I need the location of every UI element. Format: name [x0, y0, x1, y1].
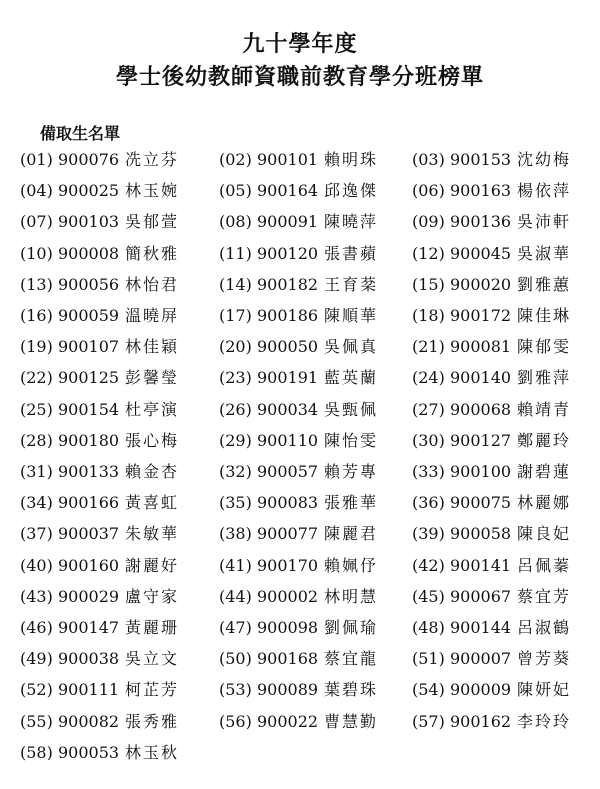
list-item: [20, 181, 179, 201]
entry-number: (31): [20, 462, 53, 481]
entry-name: 朱敏華: [125, 524, 180, 544]
entry-number: (35): [219, 493, 252, 513]
entry-id: 900059: [58, 306, 120, 325]
list-item: [412, 587, 571, 607]
entry-number: (32): [219, 462, 252, 481]
entry-number: (34): [20, 493, 53, 513]
entry-name: 陳妍妃: [517, 680, 572, 700]
entry-id: 900058: [450, 524, 512, 544]
entry-number: (51): [412, 649, 445, 669]
entry-id: 900022: [257, 711, 319, 731]
entry-name: 杜亭演: [125, 399, 180, 419]
entry-id: 900191: [257, 368, 319, 388]
entry-id: 900020: [450, 274, 512, 294]
list-item: [20, 244, 179, 264]
entry-name: 吳郁萱: [125, 212, 180, 232]
entry-name: 劉雅蕙: [517, 274, 572, 294]
entry-number: (40): [20, 555, 53, 575]
entry-number: (09): [412, 212, 445, 232]
list-item: [219, 712, 378, 732]
list-item: [412, 212, 571, 232]
entry-id: 900136: [450, 212, 512, 232]
entry-name: 賴靖青: [517, 399, 572, 419]
entry-number: (10): [20, 243, 53, 263]
entry-name: 呂淑鶴: [517, 618, 572, 637]
entry-name: 林佳穎: [125, 337, 180, 357]
list-item: [412, 493, 571, 513]
entry-number: (12): [412, 243, 445, 263]
entry-name: 曹慧勤: [324, 711, 379, 731]
entry-number: (17): [219, 306, 252, 325]
list-item: [20, 556, 179, 576]
entry-name: 林怡君: [125, 274, 180, 294]
entry-number: (29): [219, 430, 252, 450]
entry-name: 王育棻: [324, 274, 379, 294]
entry-id: 900025: [58, 181, 120, 201]
entry-id: 900107: [58, 337, 120, 357]
entry-id: 900098: [257, 618, 319, 637]
entry-name: 吳佩真: [324, 337, 379, 357]
list-item: [20, 431, 179, 451]
entry-id: 900077: [257, 524, 319, 544]
entry-name: 吳立文: [125, 649, 180, 669]
list-item: [412, 244, 571, 264]
entry-name: 陳麗君: [324, 524, 379, 544]
entry-name: 邱逸傑: [324, 181, 379, 201]
entry-id: 900168: [257, 649, 319, 669]
entry-name: 鄭麗玲: [517, 430, 572, 450]
list-item: [219, 400, 378, 420]
entry-name: 謝碧蓮: [517, 462, 572, 481]
entry-id: 900053: [58, 742, 120, 762]
list-item: [20, 212, 179, 232]
entry-id: 900089: [257, 680, 319, 700]
list-item: [412, 680, 571, 700]
entry-number: (46): [20, 618, 53, 637]
list-item: [219, 244, 378, 264]
entry-id: 900100: [450, 462, 512, 481]
list-item: [20, 275, 179, 295]
entry-id: 900166: [58, 493, 120, 513]
list-item: [20, 680, 179, 700]
entry-id: 900101: [257, 150, 319, 169]
entry-number: (20): [219, 337, 252, 357]
list-item: [412, 368, 571, 388]
list-item: [219, 587, 378, 607]
list-item: [219, 181, 378, 201]
entry-id: 900038: [58, 649, 120, 669]
entry-name: 劉佩瑜: [324, 618, 379, 637]
entry-name: 吳沛軒: [517, 212, 572, 232]
entry-number: (47): [219, 618, 252, 637]
entry-number: (38): [219, 524, 252, 544]
list-item: [219, 556, 378, 576]
entry-id: 900056: [58, 274, 120, 294]
entry-name: 林玉婉: [125, 181, 180, 201]
entry-number: (27): [412, 399, 445, 419]
entry-number: (36): [412, 493, 445, 513]
entry-name: 吳甄佩: [324, 399, 379, 419]
entry-id: 900110: [257, 430, 319, 450]
entry-number: (42): [412, 555, 445, 575]
list-item: [20, 493, 179, 513]
entry-id: 900154: [58, 399, 120, 419]
page-title: 九十學年度: [242, 31, 358, 57]
entry-id: 900180: [58, 430, 120, 450]
entry-id: 900007: [450, 649, 512, 669]
list-item: [219, 368, 378, 388]
list-item: [20, 649, 179, 669]
entry-number: (41): [219, 555, 252, 575]
entry-name: 沈幼梅: [517, 150, 572, 169]
list-item: [412, 306, 571, 326]
list-item: [219, 680, 378, 700]
entry-number: (11): [219, 243, 252, 263]
entry-name: 楊依萍: [517, 181, 572, 201]
entry-number: (04): [20, 181, 53, 201]
entry-number: (57): [412, 711, 445, 731]
list-item: [219, 306, 378, 326]
entry-id: 900111: [58, 680, 120, 700]
entry-id: 900045: [450, 243, 512, 263]
entry-number: (13): [20, 274, 53, 294]
entry-name: 陳佳琳: [517, 306, 572, 325]
entry-name: 林麗娜: [517, 493, 572, 513]
entry-name: 黃喜虹: [125, 493, 180, 513]
entry-number: (05): [219, 181, 252, 201]
entry-id: 900002: [257, 586, 319, 606]
entry-id: 900163: [450, 181, 512, 201]
entry-name: 劉雅萍: [517, 368, 572, 388]
entry-number: (33): [412, 462, 445, 481]
entry-id: 900125: [58, 368, 120, 388]
entry-id: 900068: [450, 399, 512, 419]
entry-name: 黃麗珊: [125, 618, 180, 637]
list-item: [20, 150, 179, 170]
entry-id: 900140: [450, 368, 512, 388]
list-item: [219, 649, 378, 669]
entry-number: (56): [219, 711, 252, 731]
entry-name: 李玲玲: [517, 711, 572, 731]
entry-name: 張秀雅: [125, 711, 180, 731]
entry-id: 900164: [257, 181, 319, 201]
entry-name: 賴芳專: [324, 462, 379, 481]
entry-id: 900120: [257, 243, 319, 263]
list-item: [20, 462, 179, 482]
entry-name: 冼立芬: [125, 150, 180, 169]
list-item: [412, 150, 571, 170]
list-item: [219, 150, 378, 170]
entry-name: 蔡宜芳: [517, 586, 572, 606]
entry-number: (44): [219, 586, 252, 606]
entry-number: (52): [20, 680, 53, 700]
section-label: 備取生名單: [40, 124, 121, 143]
page-subtitle: 學士後幼教師資職前教育學分班榜單: [115, 64, 484, 90]
list-item: [20, 337, 179, 357]
entry-name: 陳曉萍: [324, 212, 379, 232]
entry-id: 900082: [58, 711, 120, 731]
list-item: [20, 743, 179, 763]
entry-id: 900008: [58, 243, 120, 263]
entry-name: 林明慧: [324, 586, 379, 606]
entry-number: (03): [412, 150, 445, 169]
entry-number: (15): [412, 274, 445, 294]
entry-number: (16): [20, 306, 53, 325]
entry-id: 900182: [257, 274, 319, 294]
entry-number: (08): [219, 212, 252, 232]
entry-number: (02): [219, 150, 252, 169]
entry-id: 900153: [450, 150, 512, 169]
list-item: [20, 368, 179, 388]
entry-name: 張雅華: [324, 493, 379, 513]
entry-id: 900162: [450, 711, 512, 731]
entry-id: 900186: [257, 306, 319, 325]
list-item: [412, 337, 571, 357]
entry-name: 張書蘋: [324, 243, 379, 263]
entry-name: 張心梅: [125, 430, 180, 450]
entry-id: 900034: [257, 399, 319, 419]
list-item: [20, 618, 179, 638]
list-item: [20, 306, 179, 326]
entry-number: (24): [412, 368, 445, 388]
list-item: [412, 712, 571, 732]
entry-number: (23): [219, 368, 252, 388]
entry-id: 900103: [58, 212, 120, 232]
list-item: [412, 275, 571, 295]
entry-number: (22): [20, 368, 53, 388]
entry-id: 900091: [257, 212, 319, 232]
entry-name: 陳怡雯: [324, 430, 379, 450]
entry-name: 呂佩蓁: [517, 555, 572, 575]
entry-name: 藍英蘭: [324, 368, 379, 388]
entry-name: 吳淑華: [517, 243, 572, 263]
entry-id: 900083: [257, 493, 319, 513]
entry-number: (53): [219, 680, 252, 700]
entry-id: 900067: [450, 586, 512, 606]
entry-name: 盧守家: [125, 586, 180, 606]
entry-number: (55): [20, 711, 53, 731]
list-item: [20, 400, 179, 420]
entry-number: (25): [20, 399, 53, 419]
entry-name: 葉碧珠: [324, 680, 379, 700]
entry-id: 900160: [58, 555, 120, 575]
list-item: [219, 462, 378, 482]
entry-id: 900141: [450, 555, 512, 575]
entry-name: 林玉秋: [125, 742, 180, 762]
list-item: [219, 337, 378, 357]
entry-id: 900133: [58, 462, 120, 481]
list-item: [412, 181, 571, 201]
entry-number: (50): [219, 649, 252, 669]
list-item: [412, 524, 571, 544]
list-item: [20, 587, 179, 607]
entry-id: 900075: [450, 493, 512, 513]
entry-id: 900127: [450, 430, 512, 450]
entry-number: (14): [219, 274, 252, 294]
entry-id: 900076: [58, 150, 120, 169]
list-item: [412, 649, 571, 669]
entry-number: (58): [20, 742, 53, 762]
list-item: [412, 462, 571, 482]
entry-number: (21): [412, 337, 445, 357]
entry-number: (01): [20, 150, 53, 169]
list-item: [412, 618, 571, 638]
list-item: [219, 431, 378, 451]
entry-name: 賴金杏: [125, 462, 180, 481]
entry-number: (39): [412, 524, 445, 544]
entry-number: (37): [20, 524, 53, 544]
list-item: [20, 524, 179, 544]
entry-number: (45): [412, 586, 445, 606]
entry-name: 蔡宜龍: [324, 649, 379, 669]
list-item: [219, 275, 378, 295]
entry-id: 900037: [58, 524, 120, 544]
entry-name: 簡秋雅: [125, 243, 180, 263]
entry-id: 900050: [257, 337, 319, 357]
entry-number: (19): [20, 337, 53, 357]
entry-number: (07): [20, 212, 53, 232]
entry-name: 陳郁雯: [517, 337, 572, 357]
entry-number: (28): [20, 430, 53, 450]
entry-number: (18): [412, 306, 445, 325]
entry-id: 900009: [450, 680, 512, 700]
list-item: [219, 493, 378, 513]
list-item: [219, 212, 378, 232]
entry-id: 900147: [58, 618, 120, 637]
list-item: [219, 524, 378, 544]
entry-name: 曾芳葵: [517, 649, 572, 669]
entry-name: 彭馨瑩: [125, 368, 180, 388]
list-item: [20, 712, 179, 732]
entry-number: (06): [412, 181, 445, 201]
entry-id: 900170: [257, 555, 319, 575]
entry-id: 900081: [450, 337, 512, 357]
list-item: [412, 431, 571, 451]
entry-number: (49): [20, 649, 53, 669]
entry-id: 900144: [450, 618, 512, 637]
entry-id: 900029: [58, 586, 120, 606]
entry-number: (48): [412, 618, 445, 637]
entry-name: 謝麗好: [125, 555, 180, 575]
entry-number: (30): [412, 430, 445, 450]
entry-name: 柯芷芳: [125, 680, 180, 700]
entry-name: 陳良妃: [517, 524, 572, 544]
entry-name: 賴姵伃: [324, 555, 379, 575]
entry-name: 賴明珠: [324, 150, 379, 169]
entry-id: 900057: [257, 462, 319, 481]
entry-number: (26): [219, 399, 252, 419]
entry-number: (43): [20, 586, 53, 606]
entry-number: (54): [412, 680, 445, 700]
list-item: [219, 618, 378, 638]
entry-name: 陳順華: [324, 306, 379, 325]
list-item: [412, 556, 571, 576]
entry-id: 900172: [450, 306, 512, 325]
entry-name: 溫曉屏: [125, 306, 180, 325]
list-item: [412, 400, 571, 420]
